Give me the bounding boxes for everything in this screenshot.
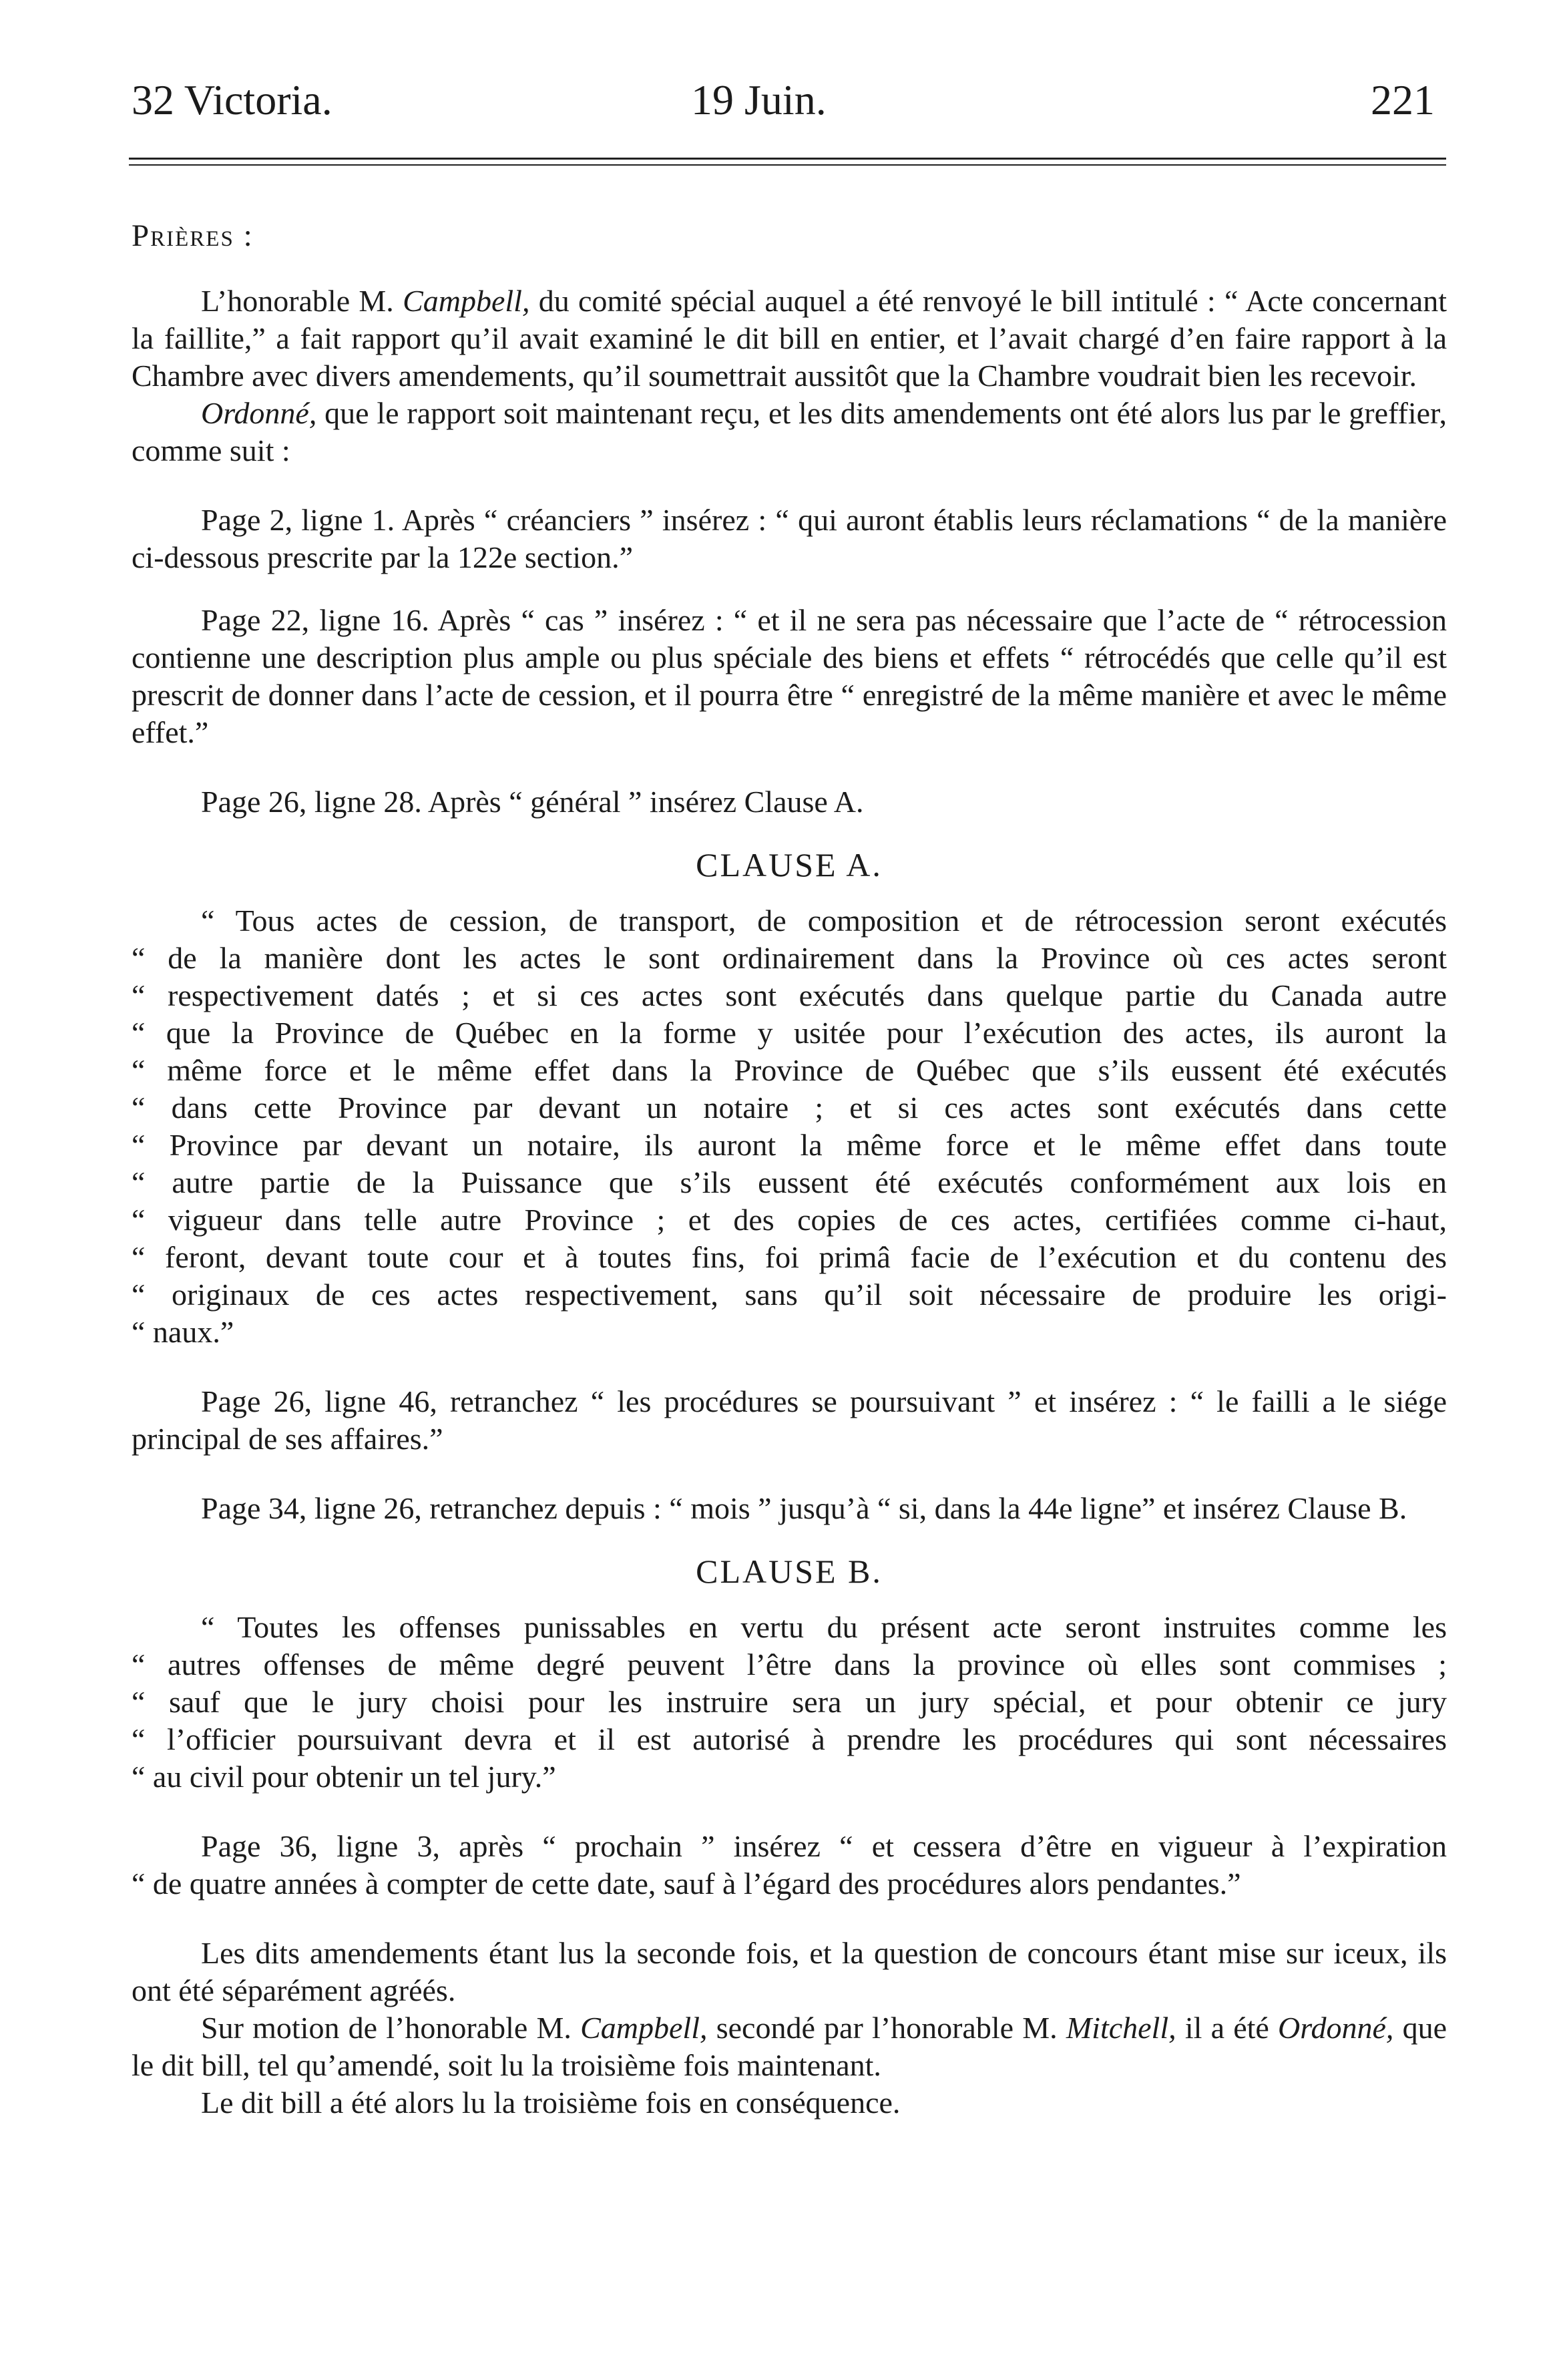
- ordonne-label: Ordonné,: [201, 396, 317, 430]
- clause-line: “ Tous actes de cession, de transport, de composition et de rétrocession seront exécutés: [201, 904, 1447, 938]
- clause-line: “ que la Province de Québec en la forme y usitée pour l’exécution des actes, ils auront la: [132, 1016, 1447, 1050]
- seconder-name: Mitchell,: [1066, 2011, 1176, 2045]
- clause-line: “ Province par devant un notaire, ils auront la même force et le même effet dans toute: [132, 1128, 1447, 1162]
- clause-line: “ même force et le même effet dans la Province de Québec que s’ils eussent été exécutés: [132, 1053, 1447, 1087]
- ordonne-label: Ordonné,: [1278, 2011, 1394, 2045]
- motion-text-a: Sur motion de l’honorable M.: [201, 2011, 581, 2045]
- amendment-item: Page 34, ligne 26, retranchez depuis : “ mois ” jusqu’à “ si, dans la 44e ligne” et insérez Clause B.: [201, 1491, 1407, 1525]
- order-text: que le rapport soit maintenant reçu, et les dits amendements ont été alors lus par le greffier, comme suit :: [132, 396, 1447, 467]
- clause-a-text: [132, 902, 1447, 1351]
- clause-line: “ de la manière dont les actes le sont ordinairement dans la Province où ces actes seront: [132, 941, 1447, 975]
- header-rule-bottom: [129, 164, 1446, 166]
- motion-text-c: il a été: [1176, 2011, 1279, 2045]
- clause-line: “ feront, devant toute cour et à toutes fins, foi primâ facie de l’exécution et du contenu des: [132, 1240, 1447, 1274]
- motion-text-b: secondé par l’honorable M.: [707, 2011, 1066, 2045]
- amendment-item: Page 26, ligne 28. Après “ général ” insérez Clause A.: [201, 785, 864, 819]
- clause-line: “ naux.”: [132, 1315, 234, 1349]
- mover-name: Campbell,: [580, 2011, 708, 2045]
- clause-line: “ Toutes les offenses punissables en vertu du présent acte seront instruites comme les: [201, 1610, 1447, 1644]
- report-paragraph: [132, 282, 1447, 395]
- clause-line: “ vigueur dans telle autre Province ; et des copies de ces actes, certifiées comme ci-haut,: [132, 1203, 1447, 1237]
- page-body: [132, 217, 1447, 2122]
- member-name: Campbell,: [403, 284, 530, 318]
- report-text-a: L’honorable M.: [201, 284, 403, 318]
- motion-paragraph: [132, 2009, 1447, 2084]
- clause-line: “ autres offenses de même degré peuvent l’être dans la province où elles sont commises ;: [132, 1647, 1447, 1681]
- third-reading-paragraph: Le dit bill a été alors lu la troisième fois en conséquence.: [201, 2086, 901, 2120]
- page-number: 221: [1371, 76, 1435, 124]
- amendment-item: Page 2, ligne 1. Après “ créanciers ” insérez : “ qui auront établis leurs réclamations “ de la manière ci-dessous prescrite par la 122e section.”: [132, 503, 1447, 574]
- motion-text-d: que le dit bill, tel qu’amendé, soit lu la troisième fois maintenant.: [132, 2011, 1447, 2082]
- clause-line: “ l’officier poursuivant devra et il est autorisé à prendre les procédures qui sont nécessaires: [132, 1722, 1447, 1756]
- clause-b-text: [132, 1609, 1447, 1796]
- amendment-item: Page 22, ligne 16. Après “ cas ” insérez : “ et il ne sera pas nécessaire que l’acte de “ rétrocession contienne une description plus ample ou plus spéciale des biens et effets “ rétrocédés que celle qu’il est prescrit de donner dans l’acte de cession, et il pourra être “ enregistré de la même manière et avec le même effet.”: [132, 603, 1447, 749]
- running-header-date: 19 Juin.: [691, 76, 827, 124]
- clause-line: “ originaux de ces actes respectivement, sans qu’il soit nécessaire de produire les origi-: [132, 1277, 1447, 1312]
- section-heading: Prières :: [132, 218, 254, 253]
- clause-b-title: CLAUSE B.: [696, 1553, 883, 1590]
- amendment-item: Page 26, ligne 46, retranchez “ les procédures se poursuivant ” et insérez : “ le failli a le siége principal de ses affaires.”: [132, 1384, 1447, 1456]
- clause-line: “ au civil pour obtenir un tel jury.”: [132, 1760, 556, 1794]
- clause-a-title: CLAUSE A.: [696, 846, 883, 883]
- concurrence-paragraph: Les dits amendements étant lus la seconde fois, et la question de concours étant mise sur iceux, ils ont été séparément agréés.: [132, 1936, 1447, 2007]
- order-paragraph: [132, 395, 1447, 469]
- running-header-session: 32 Victoria.: [132, 76, 332, 124]
- clause-line: “ dans cette Province par devant un notaire ; et si ces actes sont exécutés dans cette: [132, 1090, 1447, 1125]
- clause-line: “ sauf que le jury choisi pour les instruire sera un jury spécial, et pour obtenir ce jury: [132, 1685, 1447, 1719]
- amendment-line: “ de quatre années à compter de cette date, sauf à l’égard des procédures alors pendantes.”: [132, 1866, 1241, 1901]
- report-text-b: du comité spécial auquel a été renvoyé le bill intitulé : “ Acte concernant la faillite,” a fait rapport qu’il avait examiné le dit bill en entier, et l’avait chargé d’en faire rapport à la Chambre avec divers amendements, qu’il soumettrait aussitôt que la Chambre voudrait bien les recevoir.: [132, 284, 1447, 393]
- clause-line: “ respectivement datés ; et si ces actes sont exécutés dans quelque partie du Canada autre: [132, 978, 1447, 1012]
- amendment-page-36: [132, 1828, 1447, 1903]
- clause-line: “ autre partie de la Puissance que s’ils eussent été exécutés conformément aux lois en: [132, 1165, 1447, 1199]
- header-rule-top: [129, 158, 1446, 160]
- amendment-line: Page 36, ligne 3, après “ prochain ” insérez “ et cessera d’être en vigueur à l’expiration: [201, 1829, 1447, 1863]
